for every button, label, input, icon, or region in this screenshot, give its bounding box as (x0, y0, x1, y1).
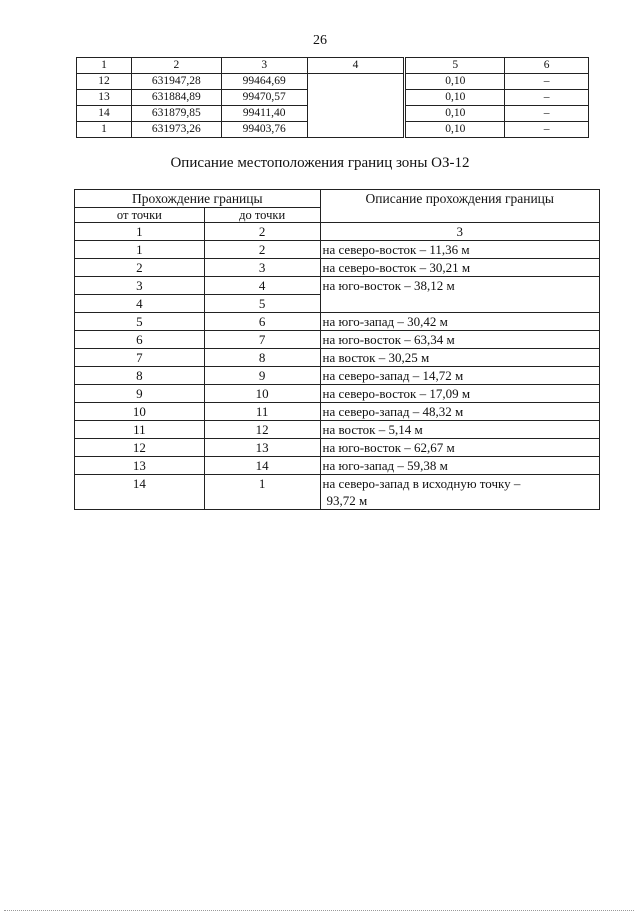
to-point: 12 (204, 421, 320, 439)
from-point: 14 (75, 475, 205, 510)
from-point: 11 (75, 421, 205, 439)
segment-description: на северо-запад – 48,32 м (320, 403, 599, 421)
from-point: 6 (75, 331, 205, 349)
to-point: 14 (204, 457, 320, 475)
to-point: 10 (204, 385, 320, 403)
table-row (75, 349, 600, 367)
header-description: Описание прохождения границы (320, 190, 599, 223)
to-point: 9 (204, 367, 320, 385)
index-col-1: 1 (75, 223, 205, 241)
table-row (75, 367, 600, 385)
to-point: 4 (204, 277, 320, 295)
coord-y: 99411,40 (221, 106, 307, 122)
table-row (75, 439, 600, 457)
from-point: 3 (75, 277, 205, 295)
coord-accuracy: 0,10 (405, 122, 505, 138)
segment-description: на северо-восток – 11,36 м (320, 241, 599, 259)
from-point: 1 (75, 241, 205, 259)
coord-col-5-header: 5 (405, 58, 505, 74)
to-point: 1 (204, 475, 320, 510)
segment-description: на северо-восток – 30,21 м (320, 259, 599, 277)
from-point: 8 (75, 367, 205, 385)
table-row (75, 241, 600, 259)
coordinates-table (76, 57, 589, 138)
segment-description: на юго-восток – 62,67 м (320, 439, 599, 457)
to-point: 5 (204, 295, 320, 313)
segment-description: на восток – 30,25 м (320, 349, 599, 367)
table-row (77, 74, 589, 90)
coord-col-1-header: 1 (77, 58, 132, 74)
index-row (75, 223, 600, 241)
from-point: 5 (75, 313, 205, 331)
coord-x: 631879,85 (131, 106, 221, 122)
header-passage: Прохождение границы (75, 190, 321, 208)
from-point: 10 (75, 403, 205, 421)
to-point: 11 (204, 403, 320, 421)
coord-note: – (505, 74, 589, 90)
segment-description: на юго-восток – 38,12 м (320, 277, 599, 313)
segment-description: на восток – 5,14 м (320, 421, 599, 439)
to-point: 8 (204, 349, 320, 367)
coord-col-6-header: 6 (505, 58, 589, 74)
coord-col-4-merged (307, 74, 405, 138)
coord-accuracy: 0,10 (405, 90, 505, 106)
from-point: 13 (75, 457, 205, 475)
coord-col-2-header: 2 (131, 58, 221, 74)
from-point: 7 (75, 349, 205, 367)
to-point: 13 (204, 439, 320, 457)
segment-description: на северо-запад – 14,72 м (320, 367, 599, 385)
table-row (75, 421, 600, 439)
coord-x: 631947,28 (131, 74, 221, 90)
coord-col-4-header: 4 (307, 58, 405, 74)
table-row (75, 331, 600, 349)
segment-description: на северо-восток – 17,09 м (320, 385, 599, 403)
coord-y: 99470,57 (221, 90, 307, 106)
segment-description: на юго-запад – 59,38 м (320, 457, 599, 475)
coord-note: – (505, 90, 589, 106)
coord-note: – (505, 106, 589, 122)
coord-point: 12 (77, 74, 132, 90)
segment-description-line-1: на северо-запад в исходную точку – (322, 476, 521, 491)
to-point: 7 (204, 331, 320, 349)
coord-x: 631884,89 (131, 90, 221, 106)
coord-accuracy: 0,10 (405, 106, 505, 122)
coord-point: 1 (77, 122, 132, 138)
coord-y: 99464,69 (221, 74, 307, 90)
table-row (75, 259, 600, 277)
coord-point: 14 (77, 106, 132, 122)
coord-y: 99403,76 (221, 122, 307, 138)
from-point: 4 (75, 295, 205, 313)
segment-description: на юго-восток – 63,34 м (320, 331, 599, 349)
table-row (75, 475, 600, 510)
header-to-point: до точки (204, 208, 320, 223)
index-col-2: 2 (204, 223, 320, 241)
from-point: 9 (75, 385, 205, 403)
bottom-edge-rule (4, 910, 634, 911)
coordinates-header-row (77, 58, 589, 74)
from-point: 2 (75, 259, 205, 277)
to-point: 2 (204, 241, 320, 259)
from-point: 12 (75, 439, 205, 457)
table-row (75, 385, 600, 403)
coord-x: 631973,26 (131, 122, 221, 138)
section-title: Описание местоположения границ зоны ОЗ-12 (170, 155, 470, 171)
to-point: 3 (204, 259, 320, 277)
table-row (75, 403, 600, 421)
coord-col-3-header: 3 (221, 58, 307, 74)
segment-description: на юго-запад – 30,42 м (320, 313, 599, 331)
segment-description-line-2: 93,72 м (326, 493, 368, 508)
table-row (75, 457, 600, 475)
coord-accuracy: 0,10 (405, 74, 505, 90)
coord-note: – (505, 122, 589, 138)
index-col-3: 3 (320, 223, 599, 241)
header-from-point: от точки (75, 208, 205, 223)
to-point: 6 (204, 313, 320, 331)
page-number: 26 (313, 33, 327, 48)
coord-point: 13 (77, 90, 132, 106)
table-row (75, 313, 600, 331)
table-row (75, 277, 600, 295)
segment-description (320, 475, 599, 510)
boundary-description-table (74, 189, 600, 510)
